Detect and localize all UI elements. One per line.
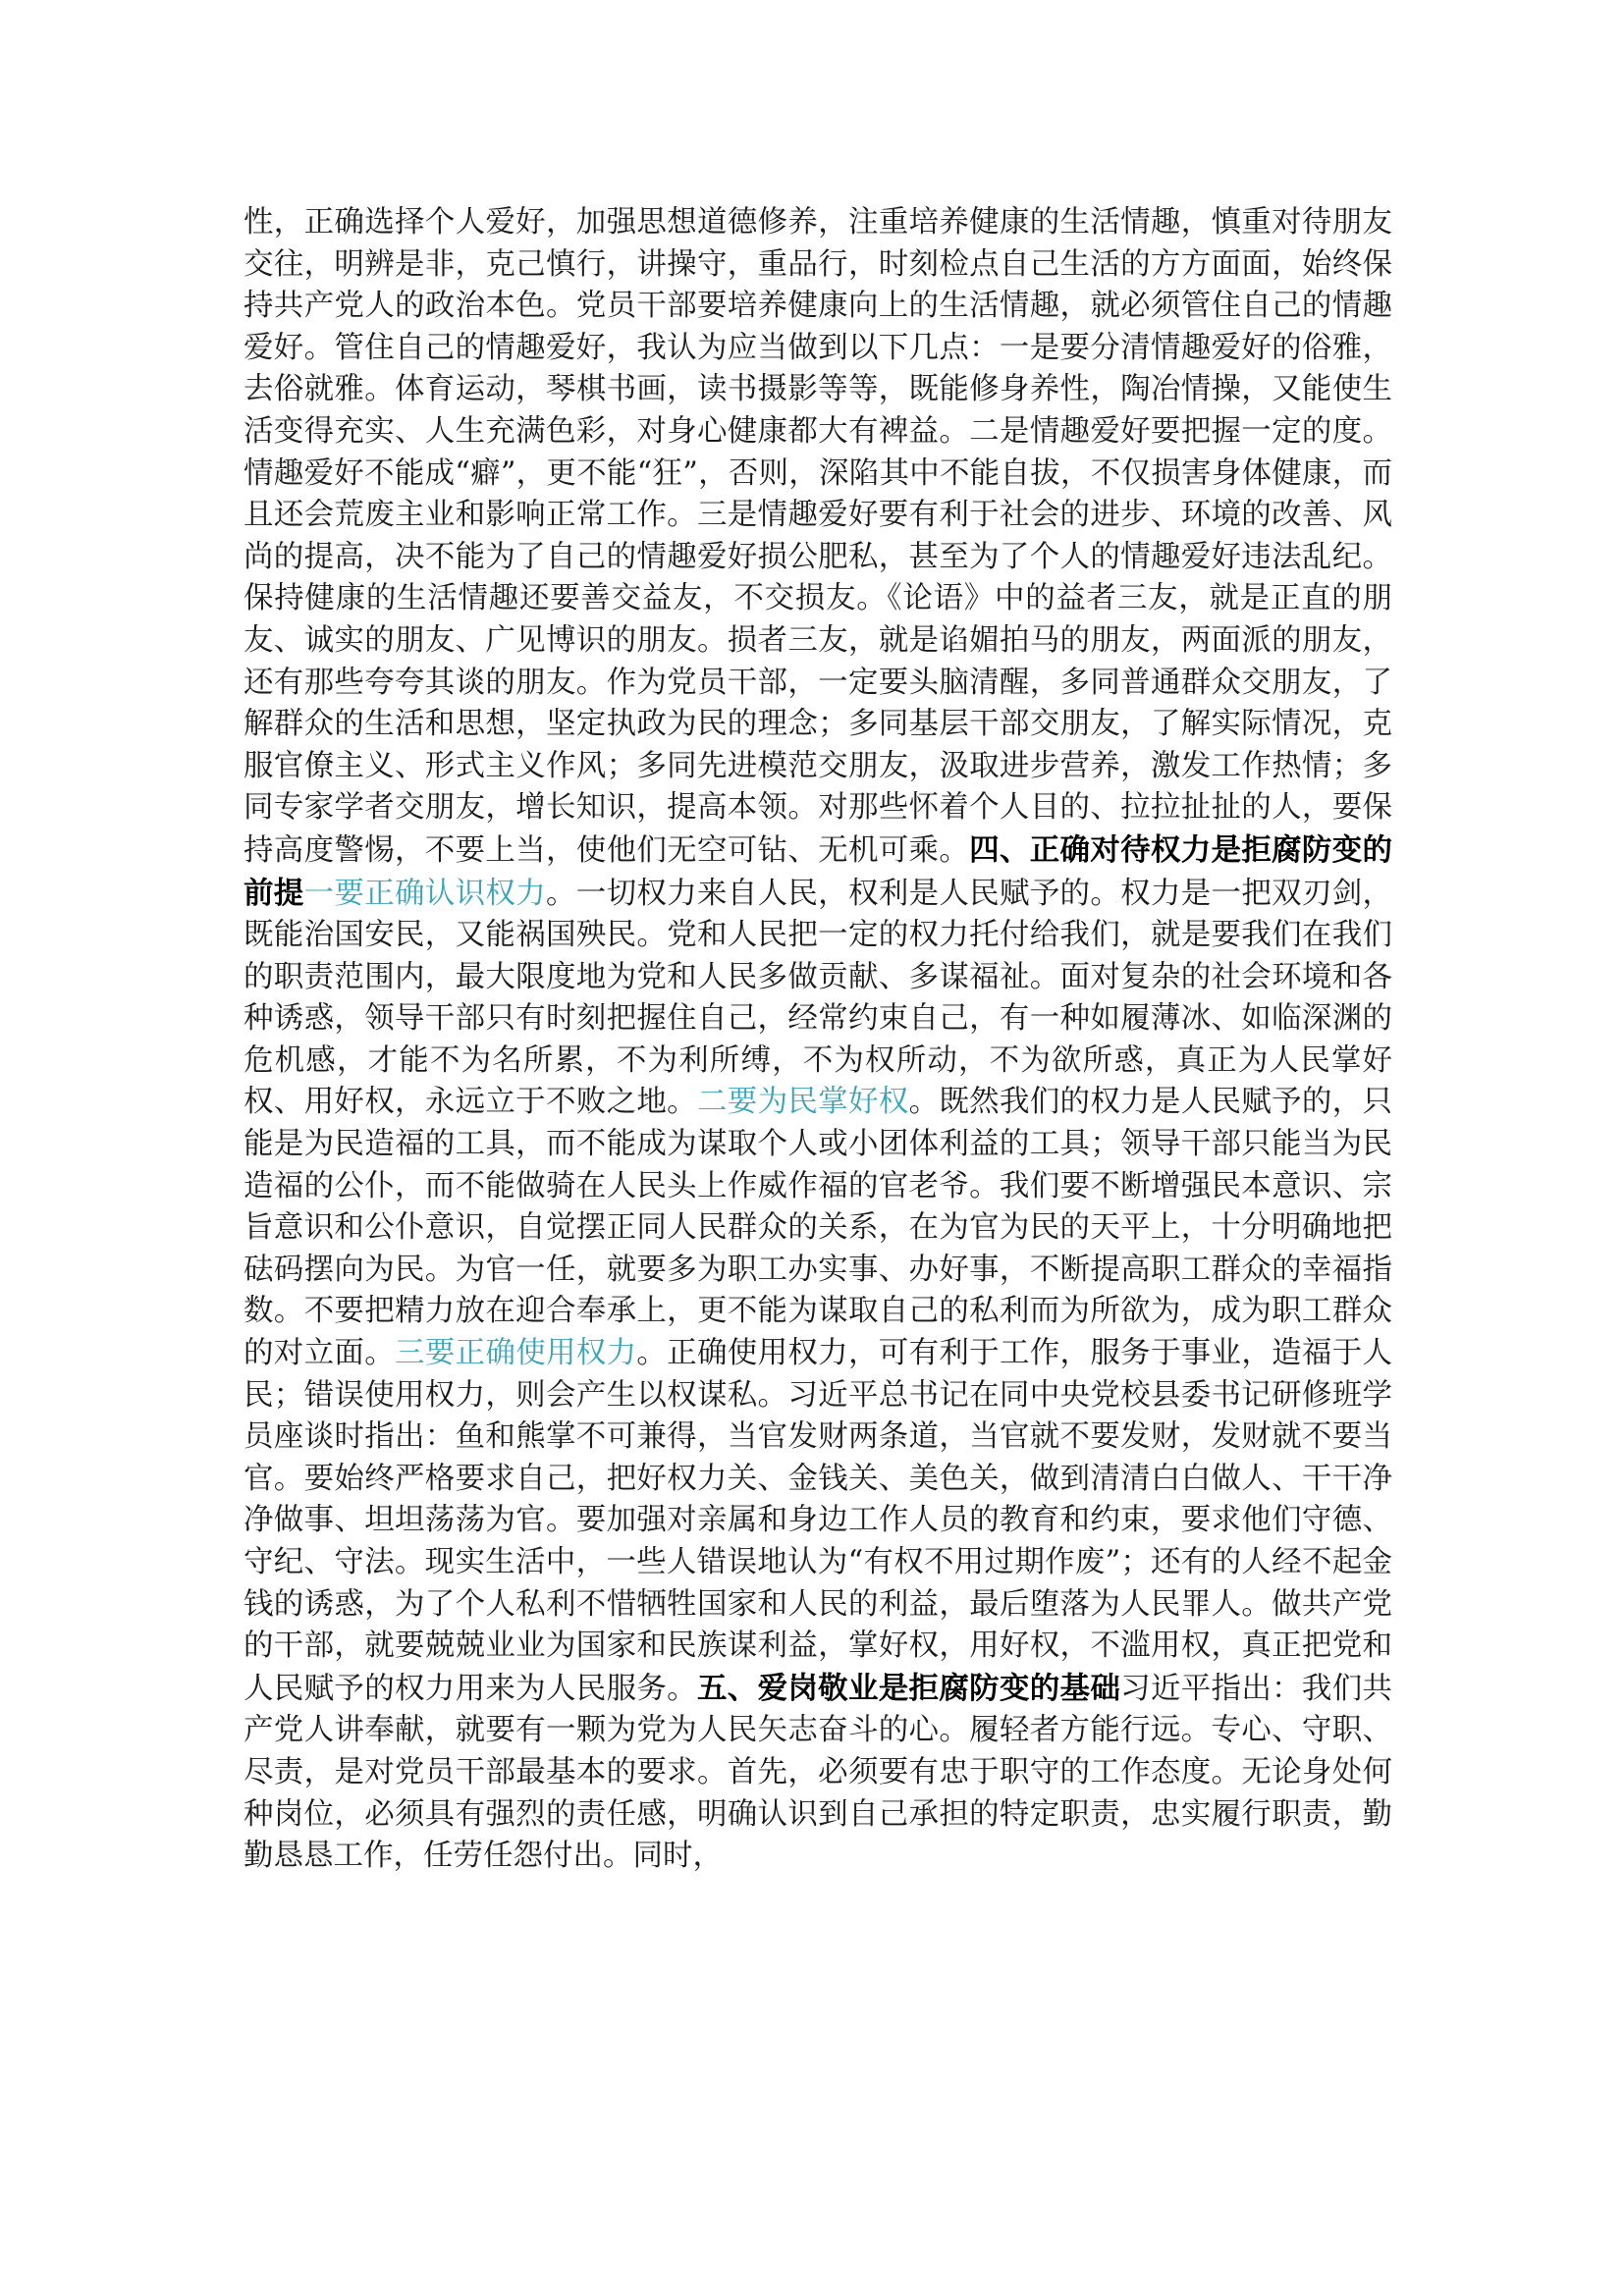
paragraph-text: 性，正确选择个人爱好，加强思想道德修养，注重培养健康的生活情趣，慎重对待朋友交往，明辨是非，克己慎行，讲操守，重品行，时刻检点自己生活的方方面面，始终保持共产党人的政治本色。党员干部要培养健康向上的生活情趣，就必须管住自己的情趣爱好。管住自己的情趣爱好，我认为应当做到以下几点：一是要分清情趣爱好的俗雅，去俗就雅。体育运动，琴棋书画，读书摄影等等，既能修身养性，陶冶情操，又能使生活变得充实、人生充满色彩，对身心健康都大有裨益。二是情趣爱好要把握一定的度。情趣爱好不能成“癖”，更不能“狂”，否则，深陷其中不能自拔，不仅损害身体健康，而且还会荒废主业和影响正常工作。三是情趣爱好要有利于社会的进步、环境的改善、风尚的提高，决不能为了自己的情趣爱好损公肥私，甚至为了个人的情趣爱好违法乱纪。保持健康的生活情趣还要善交益友，不交损友。《论语》中的益者三友，就是正直的朋友、诚实的朋友、广见博识的朋友。损者三友，就是谄媚拍马的朋友，两面派的朋友，还有那些夸夸其谈的朋友。作为党员干部，一定要头脑清醒，多同普通群众交朋友，了解群众的生活和思想，坚定执政为民的理念；多同基层干部交朋友，了解实际情况，克服官僚主义、形式主义作风；多同先进模范交朋友，汲取进步营养，激发工作热情；多同专家学者交朋友，增长知识，提高本领。对那些怀着个人目的、拉拉扯扯的人，要保持高度警惕，不要上当，使他们无空可钻、无机可乘。 xyxy=(244,205,1392,868)
section-heading: 四、正确对待权力是拒腐防变的前提 xyxy=(244,831,1393,911)
section-heading: 五、爱岗敬业是拒腐防变的基础 xyxy=(696,1670,1121,1706)
body-paragraph xyxy=(244,202,1392,1878)
subheading-link[interactable]: 二要为民掌好权 xyxy=(696,1085,909,1120)
paragraph-text: 。一切权力来自人民，权利是人民赋予的。权力是一把双刃剑，既能治国安民，又能祸国殃民。党和人民把一定的权力托付给我们，就是要我们在我们的职责范围内，最大限度地为党和人民多做贡献、多谋福祉。面对复杂的社会环境和各种诱惑，领导干部只有时刻把握住自己，经常约束自己，有一种如履薄冰、如临深渊的危机感，才能不为名所累，不为利所缚，不为权所动，不为欲所惑，真正为人民掌好权、用好权，永远立于不败之地。 xyxy=(244,876,1393,1120)
subheading-link[interactable]: 一要正确认识权力 xyxy=(303,876,546,911)
subheading-link[interactable]: 三要正确使用权力 xyxy=(395,1336,637,1371)
paragraph-text: 。正确使用权力，可有利于工作，服务于事业，造福于人民；错误使用权力，则会产生以权谋私。习近平总书记在同中央党校县委书记研修班学员座谈时指出：鱼和熊掌不可兼得，当官发财两条道，当官就不要发财，发财就不要当官。要始终严格要求自己，把好权力关、金钱关、美色关，做到清清白白做人、干干净净做事、坦坦荡荡为官。要加强对亲属和身边工作人员的教育和约束，要求他们守德、守纪、守法。现实生活中，一些人错误地认为“有权不用过期作废”；还有的人经不起金钱的诱惑，为了个人私利不惜牺牲国家和人民的利益，最后堕落为人民罪人。做共产党的干部，就要兢兢业业为国家和民族谋利益，掌好权，用好权，不滥用权，真正把党和人民赋予的权力用来为人民服务。 xyxy=(244,1336,1393,1706)
paragraph-text: 习近平指出：我们共产党人讲奉献，就要有一颗为党为人民矢志奋斗的心。履轻者方能行远。专心、守职、尽责，是对党员干部最基本的要求。首先，必须要有忠于职守的工作态度。无论身处何种岗位，必须具有强烈的责任感，明确认识到自己承担的特定职责，忠实履行职责，勤勤恳恳工作，任劳任怨付出。同时， xyxy=(244,1671,1393,1874)
paragraph-text: 。既然我们的权力是人民赋予的，只能是为民造福的工具，而不能成为谋取个人或小团体利益的工具；领导干部只能当为民造福的公仆，而不能做骑在人民头上作威作福的官老爷。我们要不断增强民本意识、宗旨意识和公仆意识，自觉摆正同人民群众的关系，在为官为民的天平上，十分明确地把砝码摆向为民。为官一任，就要多为职工办实事、办好事，不断提高职工群众的幸福指数。不要把精力放在迎合奉承上，更不能为谋取自己的私利而为所欲为，成为职工群众的对立面。 xyxy=(244,1085,1393,1371)
